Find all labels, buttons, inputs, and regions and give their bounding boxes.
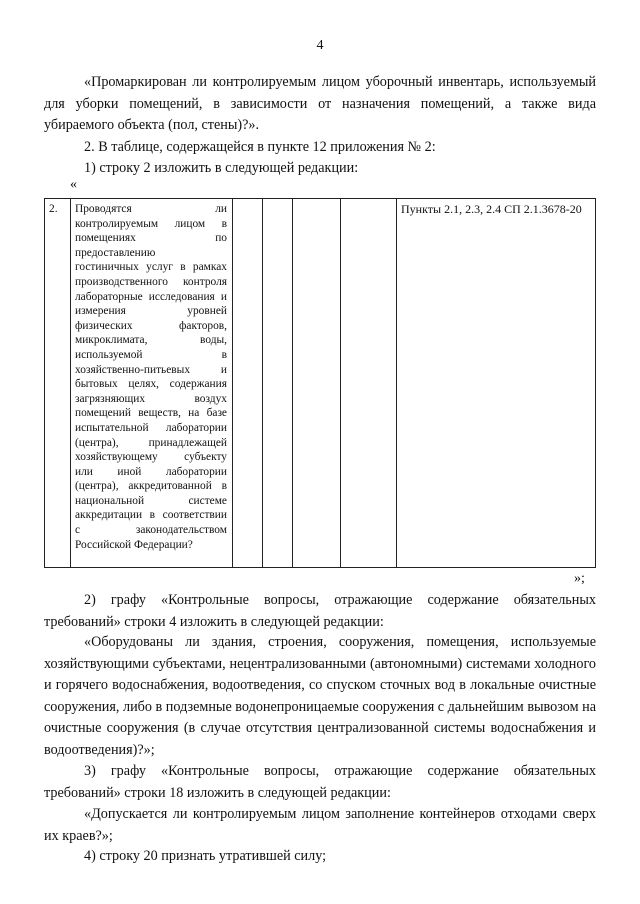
question-line: используемой в [75, 348, 227, 361]
empty-cell [293, 199, 341, 568]
question-line: контролируемым лицом в [75, 217, 227, 230]
question-line: национальной системе [75, 494, 227, 507]
paragraph-row-20-instruction: 4) строку 20 признать утратившей силу; [84, 848, 327, 864]
question-line: производственного контроля [75, 275, 227, 288]
empty-cell [233, 199, 263, 568]
closing-quote-mark: »; [574, 571, 585, 586]
question-line: помещений веществ, на базе [75, 407, 227, 420]
question-line: хозяйствующему субъекту [75, 451, 227, 464]
control-question-cell [71, 199, 233, 568]
question-line: Российской Федерации? [75, 538, 193, 551]
opening-quote-mark: « [70, 177, 77, 192]
paragraph-table-intro: 2. В таблице, содержащейся в пункте 12 приложения № 2: [84, 139, 436, 155]
paragraph-quoted-question-water: «Оборудованы ли здания, строения, сооружения, помещения, используемые хозяйствующими субъектами, нецентрализованными (автономными) системами холодного и горячего водоснабжения, водоотведения, со спуском сточных вод в локальные очистные сооружения, либо в подземные водонепроницаемые сооружения с дальнейшим вывозом на очистные сооружения (в случае отсутствия централизованной системы водоснабжения и водоотведения)?»; [44, 634, 597, 758]
question-line: (центра), принадлежащей [75, 436, 227, 449]
question-line: лабораторные исследования и [75, 290, 227, 303]
paragraph-row-4-instruction: 2) графу «Контрольные вопросы, отражающие содержание обязательных требований» строки 4 изложить в следующей редакции: [44, 592, 596, 630]
question-line: с законодательством [75, 524, 227, 537]
question-line: испытательной лаборатории [75, 421, 227, 434]
table-row [45, 199, 596, 568]
question-line: измерения уровней [75, 305, 227, 318]
question-line: или иной лаборатории [75, 465, 227, 478]
row-number-cell [45, 199, 71, 568]
paragraph-quoted-question-inventory: «Промаркирован ли контролируемым лицом уборочный инвентарь, используемый для уборки помещений, в зависимости от назначения помещений, а также вида убираемого объекта (пол, стены)?». [44, 74, 596, 133]
question-line: микроклимата, воды, [75, 334, 227, 347]
question-line: помещениях по [75, 232, 227, 245]
paragraph-row-18-instruction: 3) графу «Контрольные вопросы, отражающие содержание обязательных требований» строки 18 изложить в следующей редакции: [44, 763, 596, 801]
question-line: бытовых целях, содержания [75, 378, 227, 391]
question-line: предоставлению [75, 246, 156, 259]
question-line: (центра), аккредитованной в [75, 480, 227, 493]
empty-cell [263, 199, 293, 568]
empty-cell [341, 199, 397, 568]
question-line: гостиничных услуг в рамках [75, 261, 227, 274]
question-line: хозяйственно-питьевых и [75, 363, 227, 376]
amended-row-table [44, 198, 596, 568]
requirements-reference-cell [397, 199, 596, 568]
question-line: загрязняющих воздух [75, 392, 227, 405]
page-number: 4 [316, 38, 324, 53]
paragraph-quoted-question-containers: «Допускается ли контролируемым лицом заполнение контейнеров отходами сверх их краев?»; [44, 806, 596, 844]
question-line: Проводятся ли [75, 203, 227, 215]
paragraph-row-2-instruction: 1) строку 2 изложить в следующей редакции: [84, 160, 359, 176]
row-number: 2. [49, 203, 58, 215]
requirements-reference: Пункты 2.1, 2.3, 2.4 СП 2.1.3678-20 [401, 202, 582, 216]
question-line: аккредитации в соответствии [75, 509, 227, 522]
question-line: физических факторов, [75, 319, 227, 332]
